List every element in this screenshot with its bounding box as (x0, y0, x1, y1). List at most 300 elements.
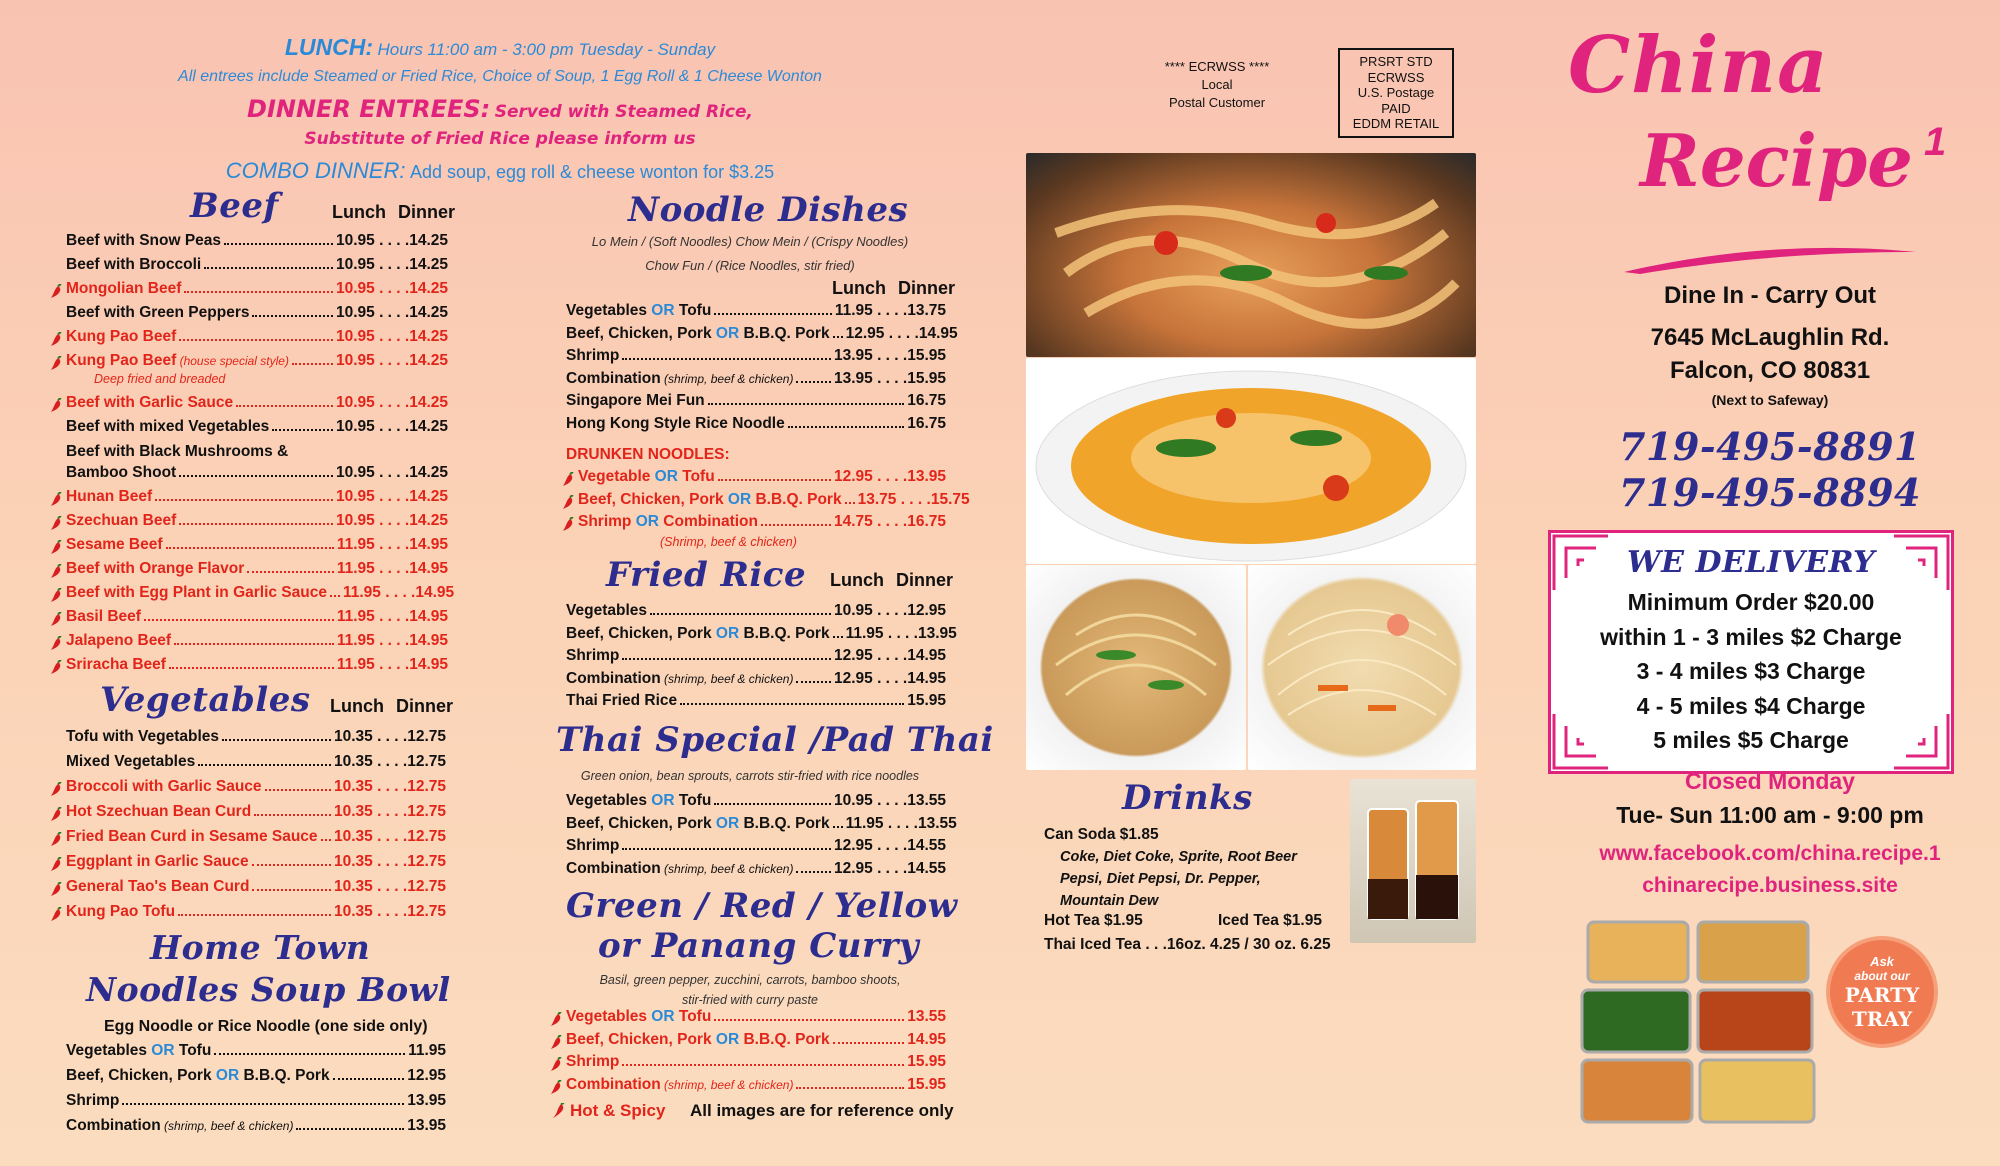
chili-icon (562, 517, 574, 532)
delivery-line: within 1 - 3 miles $2 Charge (1600, 623, 1902, 650)
item-price: 11.95 . . . .14.95 (336, 656, 448, 673)
singapore-noodles-graphic (1248, 565, 1476, 770)
chili-icon (50, 564, 62, 579)
item-name-text: General Tao's Bean Curd (66, 878, 250, 895)
item-name (66, 256, 201, 274)
address-note: (Next to Safeway) (1711, 392, 1829, 408)
item-name-text: Broccoli with Garlic Sauce (66, 778, 262, 795)
veg-dinner-header: Dinner (396, 696, 454, 716)
item-name-alt: B.B.Q. Pork (743, 324, 830, 342)
menu-item (66, 304, 448, 326)
item-price: 10.35 . . . .12.75 (333, 778, 446, 795)
dot-leader (622, 1064, 904, 1066)
mail-indicia (1142, 58, 1292, 112)
item-price: 10.95 . . . .14.25 (335, 304, 448, 321)
facebook-link[interactable]: www.facebook.com/china.recipe.1 (1599, 842, 1941, 865)
item-name (66, 803, 251, 821)
dot-leader (247, 571, 334, 573)
item-name (566, 670, 793, 688)
menu-item (566, 370, 946, 392)
dot-leader (622, 358, 831, 360)
or-connector: OR (650, 468, 683, 485)
item-name (66, 488, 152, 506)
menu-item (566, 1076, 946, 1098)
item-price: 12.95 . . . .14.55 (833, 859, 946, 877)
item-name-text: Beef with Egg Plant in Garlic Sauce (66, 584, 327, 601)
stamp-line: U.S. Postage (1357, 85, 1435, 100)
phone-1[interactable]: 719-495-8891 (1619, 424, 1921, 469)
menu-item (66, 232, 448, 254)
brand-name-1: China (1568, 20, 1829, 111)
item-note: (shrimp, beef & chicken) (660, 671, 794, 686)
item-price: 15.95 (907, 1075, 946, 1093)
curry-sub-1: Basil, green pepper, zucchini, carrots, bamboo shoots, (599, 973, 901, 987)
item-name (66, 853, 249, 871)
dot-leader (144, 619, 334, 621)
or-connector: OR (647, 1008, 679, 1025)
iced-tea: Iced Tea $1.95 (1218, 912, 1322, 929)
dot-leader (204, 267, 333, 269)
item-note: (shrimp, beef & chicken) (660, 371, 794, 386)
or-connector: OR (711, 324, 744, 342)
dot-leader (122, 1103, 404, 1105)
menu-item (566, 1053, 946, 1075)
dinner-note: Served with Steamed Rice, (494, 102, 753, 122)
item-price: 13.95 (407, 1117, 446, 1134)
menu-item (66, 394, 448, 416)
lunch-hours: Hours 11:00 am - 3:00 pm Tuesday - Sunday (377, 40, 716, 59)
chili-icon (550, 1080, 562, 1095)
chili-icon (50, 857, 62, 872)
item-price: 10.95 . . . .14.25 (335, 280, 448, 297)
food-photo-curry (1026, 358, 1476, 564)
item-price: 11.95 . . . .14.95 (342, 584, 455, 601)
brand-swoosh (1620, 242, 1920, 278)
dot-leader (296, 1128, 404, 1130)
item-name-text: Beef, Chicken, Pork (566, 324, 712, 342)
badge-line: TRAY (1851, 1007, 1913, 1031)
open-hours: Tue- Sun 11:00 am - 9:00 pm (1616, 802, 1924, 828)
dot-leader (321, 839, 331, 841)
phone-2[interactable]: 719-495-8894 (1619, 470, 1921, 515)
item-name-text: Shrimp (566, 347, 620, 364)
dot-leader (708, 403, 905, 405)
delivery-lines (1551, 585, 1951, 758)
dot-leader (236, 405, 333, 407)
thai-title: Thai Special /Pad Thai (556, 720, 994, 760)
menu-item (66, 464, 448, 486)
drunken-note: (Shrimp, beef & chicken) (660, 535, 797, 549)
menu-item (66, 328, 448, 350)
menu-item (566, 415, 946, 437)
menu-item (566, 670, 946, 692)
dinner-substitute-note: Substitute of Fried Rice please inform us (304, 129, 696, 149)
item-name (66, 753, 195, 771)
item-name (566, 837, 619, 855)
menu-item (66, 903, 446, 925)
menu-item (66, 280, 448, 302)
or-connector: OR (711, 1030, 744, 1048)
postal-customer-text: Postal Customer (1168, 95, 1266, 110)
local-text: Local (1201, 77, 1233, 92)
item-name-alt: B.B.Q. Pork (243, 1067, 330, 1084)
party-tray-badge[interactable] (1830, 940, 1934, 1044)
item-name-text: Beef, Chicken, Pork (66, 1067, 212, 1084)
item-price: 13.95 . . . .15.95 (833, 369, 946, 387)
menu-item (66, 560, 448, 582)
images-note: All images are for reference only (690, 1101, 954, 1120)
postage-stamp-box (1338, 48, 1454, 138)
curry-title-2: or Panang Curry (598, 926, 920, 966)
item-name-text: Vegetables (66, 1042, 147, 1059)
item-price: 13.95 . . . .15.95 (833, 347, 946, 364)
dot-leader (714, 1019, 904, 1021)
item-name-text: Combination (566, 1075, 661, 1093)
noodles-lunch-header: Lunch (832, 278, 886, 298)
noodle-strands-graphic (1026, 153, 1476, 357)
item-name (66, 512, 176, 530)
item-name (566, 692, 677, 710)
website-link[interactable]: chinarecipe.business.site (1642, 874, 1898, 897)
item-name-text: Bamboo Shoot (66, 464, 177, 481)
item-price: 10.95 . . . .14.25 (335, 232, 448, 249)
dot-leader (272, 429, 333, 431)
chili-icon (50, 398, 62, 413)
dot-leader (330, 595, 340, 597)
menu-item (66, 632, 448, 654)
item-price: 10.95 . . . .14.25 (335, 394, 448, 411)
menu-item (566, 792, 946, 814)
item-name-text: Combination (66, 1117, 161, 1134)
item-price: 10.35 . . . .12.75 (333, 753, 446, 770)
dot-leader (252, 889, 331, 891)
dot-leader (622, 848, 831, 850)
item-name-text: Beef, Chicken, Pork (578, 490, 724, 508)
or-connector: OR (147, 1042, 179, 1059)
item-price: 13.75 . . . .15.75 (857, 490, 970, 508)
item-name-text: Sesame Beef (66, 536, 163, 553)
dot-leader (174, 643, 334, 645)
dot-leader (796, 871, 831, 873)
item-name-text: Combination (566, 369, 661, 387)
chili-icon (50, 284, 62, 299)
menu-item (66, 803, 446, 825)
item-name-alt: B.B.Q. Pork (743, 1030, 830, 1048)
menu-item (566, 392, 946, 414)
menu-item (66, 778, 446, 800)
item-name-text: Shrimp (578, 513, 632, 530)
chili-icon (50, 782, 62, 797)
menu-item (566, 860, 946, 882)
chili-icon (50, 540, 62, 555)
soda-list-1: Coke, Diet Coke, Sprite, Root Beer (1060, 849, 1297, 865)
item-name-text: Hot Szechuan Bean Curd (66, 803, 252, 820)
hot-legend-chili-icon (552, 1103, 566, 1119)
item-name-alt: Tofu (678, 792, 712, 809)
item-name (66, 1117, 293, 1135)
item-name-text: Beef with Broccoli (66, 256, 202, 273)
menu-item (566, 302, 946, 324)
menu-item (66, 878, 446, 900)
noodles-sub-2: Chow Fun / (Rice Noodles, stir fried) (645, 258, 855, 273)
dot-leader (252, 315, 332, 317)
menu-item (66, 828, 446, 850)
item-name-text: Mongolian Beef (66, 280, 182, 297)
chili-icon (562, 472, 574, 487)
ecrwss-text: **** ECRWSS **** (1164, 59, 1270, 74)
hometown-title-2: Noodles Soup Bowl (86, 970, 451, 1009)
hot-tea: Hot Tea $1.95 (1044, 912, 1143, 929)
item-price: 12.95 (407, 1067, 446, 1084)
chili-icon (50, 516, 62, 531)
fried-rice-title: Fried Rice (606, 555, 807, 595)
dot-leader (198, 764, 331, 766)
item-price: 15.95 (907, 692, 946, 709)
item-name-text: Basil Beef (66, 608, 141, 625)
item-price: 11.95 (408, 1042, 446, 1059)
item-name-text: Fried Bean Curd in Sesame Sauce (66, 828, 318, 845)
item-name-text: Beef with Green Peppers (66, 304, 250, 321)
item-name (66, 778, 262, 796)
item-name-alt: Tofu (178, 1042, 212, 1059)
dot-leader (833, 1042, 905, 1044)
item-note: (shrimp, beef & chicken) (660, 861, 794, 876)
menu-item (566, 1008, 946, 1030)
menu-item (66, 1092, 446, 1114)
menu-item (66, 352, 448, 374)
drinks-title: Drinks (1122, 778, 1253, 818)
thai-sub: Green onion, bean sprouts, carrots stir-fried with rice noodles (580, 769, 920, 783)
item-name (578, 468, 715, 486)
delivery-box (1548, 530, 1954, 774)
item-name-text: Combination (566, 859, 661, 877)
item-note: (shrimp, beef & chicken) (160, 1119, 294, 1133)
item-price: 12.95 . . . .13.95 (833, 468, 946, 485)
menu-item (566, 814, 957, 837)
item-name (66, 632, 171, 650)
item-price: 10.95 . . . .14.25 (335, 512, 448, 529)
thai-tea-glasses-graphic (1350, 779, 1476, 943)
dot-leader (214, 1053, 405, 1055)
chili-icon (50, 660, 62, 675)
item-price: 16.75 (907, 392, 946, 409)
item-note: (shrimp, beef & chicken) (660, 1077, 794, 1092)
item-price: 10.95 . . . .14.25 (335, 488, 448, 505)
thai-tea-photo (1350, 779, 1476, 943)
menu-item (566, 692, 946, 714)
chili-icon (550, 1057, 562, 1072)
item-name (66, 656, 166, 674)
or-connector: OR (631, 513, 664, 530)
dot-leader (292, 363, 333, 365)
dot-leader (796, 1087, 904, 1089)
party-tray-graphic (1578, 918, 1818, 1126)
menu-item (566, 1031, 946, 1053)
item-name (578, 513, 758, 531)
drunken-title: DRUNKEN NOODLES: (566, 446, 730, 463)
dot-leader (178, 914, 331, 916)
item-name-text: Beef with mixed Vegetables (66, 418, 270, 435)
item-name (566, 625, 830, 643)
pad-thai-graphic (1026, 565, 1246, 770)
dot-leader (184, 291, 333, 293)
menu-item (66, 536, 448, 558)
dot-leader (169, 667, 334, 669)
menu-item (566, 347, 946, 369)
item-name (66, 903, 175, 921)
item-name (578, 491, 842, 509)
food-photo-drunken-noodles (1026, 153, 1476, 357)
curry-bowl-graphic (1026, 358, 1476, 564)
item-name-alt: Tofu (682, 468, 715, 485)
stamp-line: PRSRT STD (1359, 54, 1433, 69)
item-name (66, 878, 249, 896)
hometown-subtitle: Egg Noodle or Rice Noodle (one side only) (104, 1018, 428, 1035)
item-name (66, 728, 219, 746)
hot-legend: Hot & Spicy (570, 1101, 666, 1120)
item-name-text: Beef with Snow Peas (66, 232, 222, 249)
item-name-text: Beef, Chicken, Pork (566, 1030, 712, 1048)
item-name-text: Kung Pao Beef (66, 328, 177, 345)
dot-leader (622, 658, 831, 660)
item-name (66, 232, 221, 250)
item-name-alt: Tofu (678, 1008, 712, 1025)
dot-leader (833, 826, 843, 828)
hometown-title-1: Home Town (150, 928, 371, 967)
menu-item (66, 1117, 446, 1139)
address-line-1: 7645 McLaughlin Rd. (1650, 324, 1890, 351)
dot-leader (179, 475, 333, 477)
menu-item (66, 608, 448, 630)
menu-item (66, 512, 448, 534)
food-photo-pad-thai (1026, 565, 1246, 770)
item-price: 11.95 . . . .13.75 (834, 302, 946, 319)
dot-leader (845, 502, 855, 504)
chili-icon (50, 612, 62, 627)
dot-leader (796, 681, 831, 683)
item-name (66, 418, 269, 436)
closed-monday: Closed Monday (1685, 768, 1855, 794)
item-name-alt: B.B.Q. Pork (743, 814, 830, 832)
item-name-text: Tofu with Vegetables (66, 728, 220, 745)
menu-item (66, 584, 455, 606)
item-name-alt: B.B.Q. Pork (755, 490, 842, 508)
item-name-text: Vegetables (566, 792, 647, 809)
dot-leader (718, 479, 831, 481)
item-name (566, 325, 830, 343)
item-name-text: Beef with Orange Flavor (66, 560, 245, 577)
item-price: 10.35 . . . .12.75 (333, 853, 446, 870)
menu-item (566, 324, 958, 347)
item-price: 10.95 . . . .14.25 (335, 256, 448, 273)
dot-leader (155, 499, 333, 501)
dot-leader (761, 524, 831, 526)
item-name (66, 560, 244, 578)
item-price: 15.95 (907, 1053, 946, 1070)
item-price: 11.95 . . . .13.95 (845, 624, 957, 642)
fr-lunch-header: Lunch (830, 570, 884, 590)
item-price: 10.95 . . . .13.55 (833, 792, 946, 809)
item-name-text: Shrimp (566, 647, 620, 664)
chili-icon (550, 1035, 562, 1050)
delivery-line: 4 - 5 miles $4 Charge (1636, 692, 1866, 719)
item-name (66, 608, 141, 626)
item-name-text: Szechuan Beef (66, 512, 177, 529)
item-name (566, 392, 705, 410)
item-price: 11.95 . . . .14.95 (336, 536, 448, 553)
delivery-title: WE DELIVERY (1626, 545, 1876, 580)
item-name (66, 328, 176, 346)
item-name-text: Eggplant in Garlic Sauce (66, 853, 249, 870)
item-name (566, 347, 619, 365)
chili-icon (50, 356, 62, 371)
item-price: 16.75 (907, 414, 946, 432)
curry-title-1: Green / Red / Yellow (566, 886, 958, 926)
menu-item (66, 728, 446, 750)
dot-leader (254, 814, 331, 816)
item-name-text: Beef, Chicken, Pork (566, 814, 712, 832)
item-name-text: Jalapeno Beef (66, 632, 172, 649)
noodles-title: Noodle Dishes (628, 190, 909, 230)
noodles-sub-1: Lo Mein / (Soft Noodles) Chow Mein / (Crispy Noodles) (591, 234, 909, 249)
or-connector: OR (711, 814, 744, 832)
item-name (566, 792, 711, 810)
or-connector: OR (711, 624, 744, 642)
dot-leader (179, 339, 333, 341)
party-tray-photo (1578, 918, 1818, 1126)
combo-label: COMBO DINNER: (225, 158, 406, 183)
chili-icon (50, 332, 62, 347)
dot-leader (224, 243, 333, 245)
lunch-note: All entrees include Steamed or Fried Rice, Choice of Soup, 1 Egg Roll & 1 Cheese Wonton (178, 68, 822, 85)
vegetables-title: Vegetables (100, 680, 311, 720)
item-price: 13.95 (407, 1092, 446, 1109)
item-name (66, 1042, 211, 1060)
item-name-text: Shrimp (566, 837, 620, 854)
noodles-dinner-header: Dinner (898, 278, 956, 298)
dot-leader (166, 547, 334, 549)
item-name (566, 1076, 793, 1094)
item-name (66, 1067, 330, 1085)
item-price: 10.35 . . . .12.75 (333, 903, 446, 920)
stamp-line: PAID (1381, 100, 1411, 116)
beef-dinner-header: Dinner (398, 202, 456, 222)
item-name-alt: B.B.Q. Pork (743, 624, 830, 642)
or-connector: OR (723, 490, 756, 508)
chili-icon (50, 882, 62, 897)
item-price: 13.55 (907, 1008, 946, 1025)
item-name-text: Thai Fried Rice (566, 692, 678, 709)
lunch-line (140, 34, 860, 61)
item-name (566, 302, 711, 320)
item-price: 10.35 . . . .12.75 (333, 728, 446, 745)
black-mushroom-line: Beef with Black Mushrooms & (66, 443, 289, 460)
dot-leader (833, 636, 843, 638)
item-name (566, 1008, 711, 1026)
item-price: 10.95 . . . .14.25 (335, 464, 448, 481)
or-connector: OR (647, 792, 679, 809)
chili-icon (50, 492, 62, 507)
beef-lunch-header: Lunch (332, 202, 386, 222)
combo-line (140, 158, 860, 184)
item-name (566, 1031, 830, 1049)
menu-item (66, 853, 446, 875)
menu-item (566, 624, 957, 647)
combo-note: Add soup, egg roll & cheese wonton for $3.25 (409, 162, 775, 182)
or-connector: OR (211, 1067, 244, 1084)
item-price: 14.75 . . . .16.75 (833, 513, 946, 530)
item-name-alt: Tofu (678, 302, 712, 319)
